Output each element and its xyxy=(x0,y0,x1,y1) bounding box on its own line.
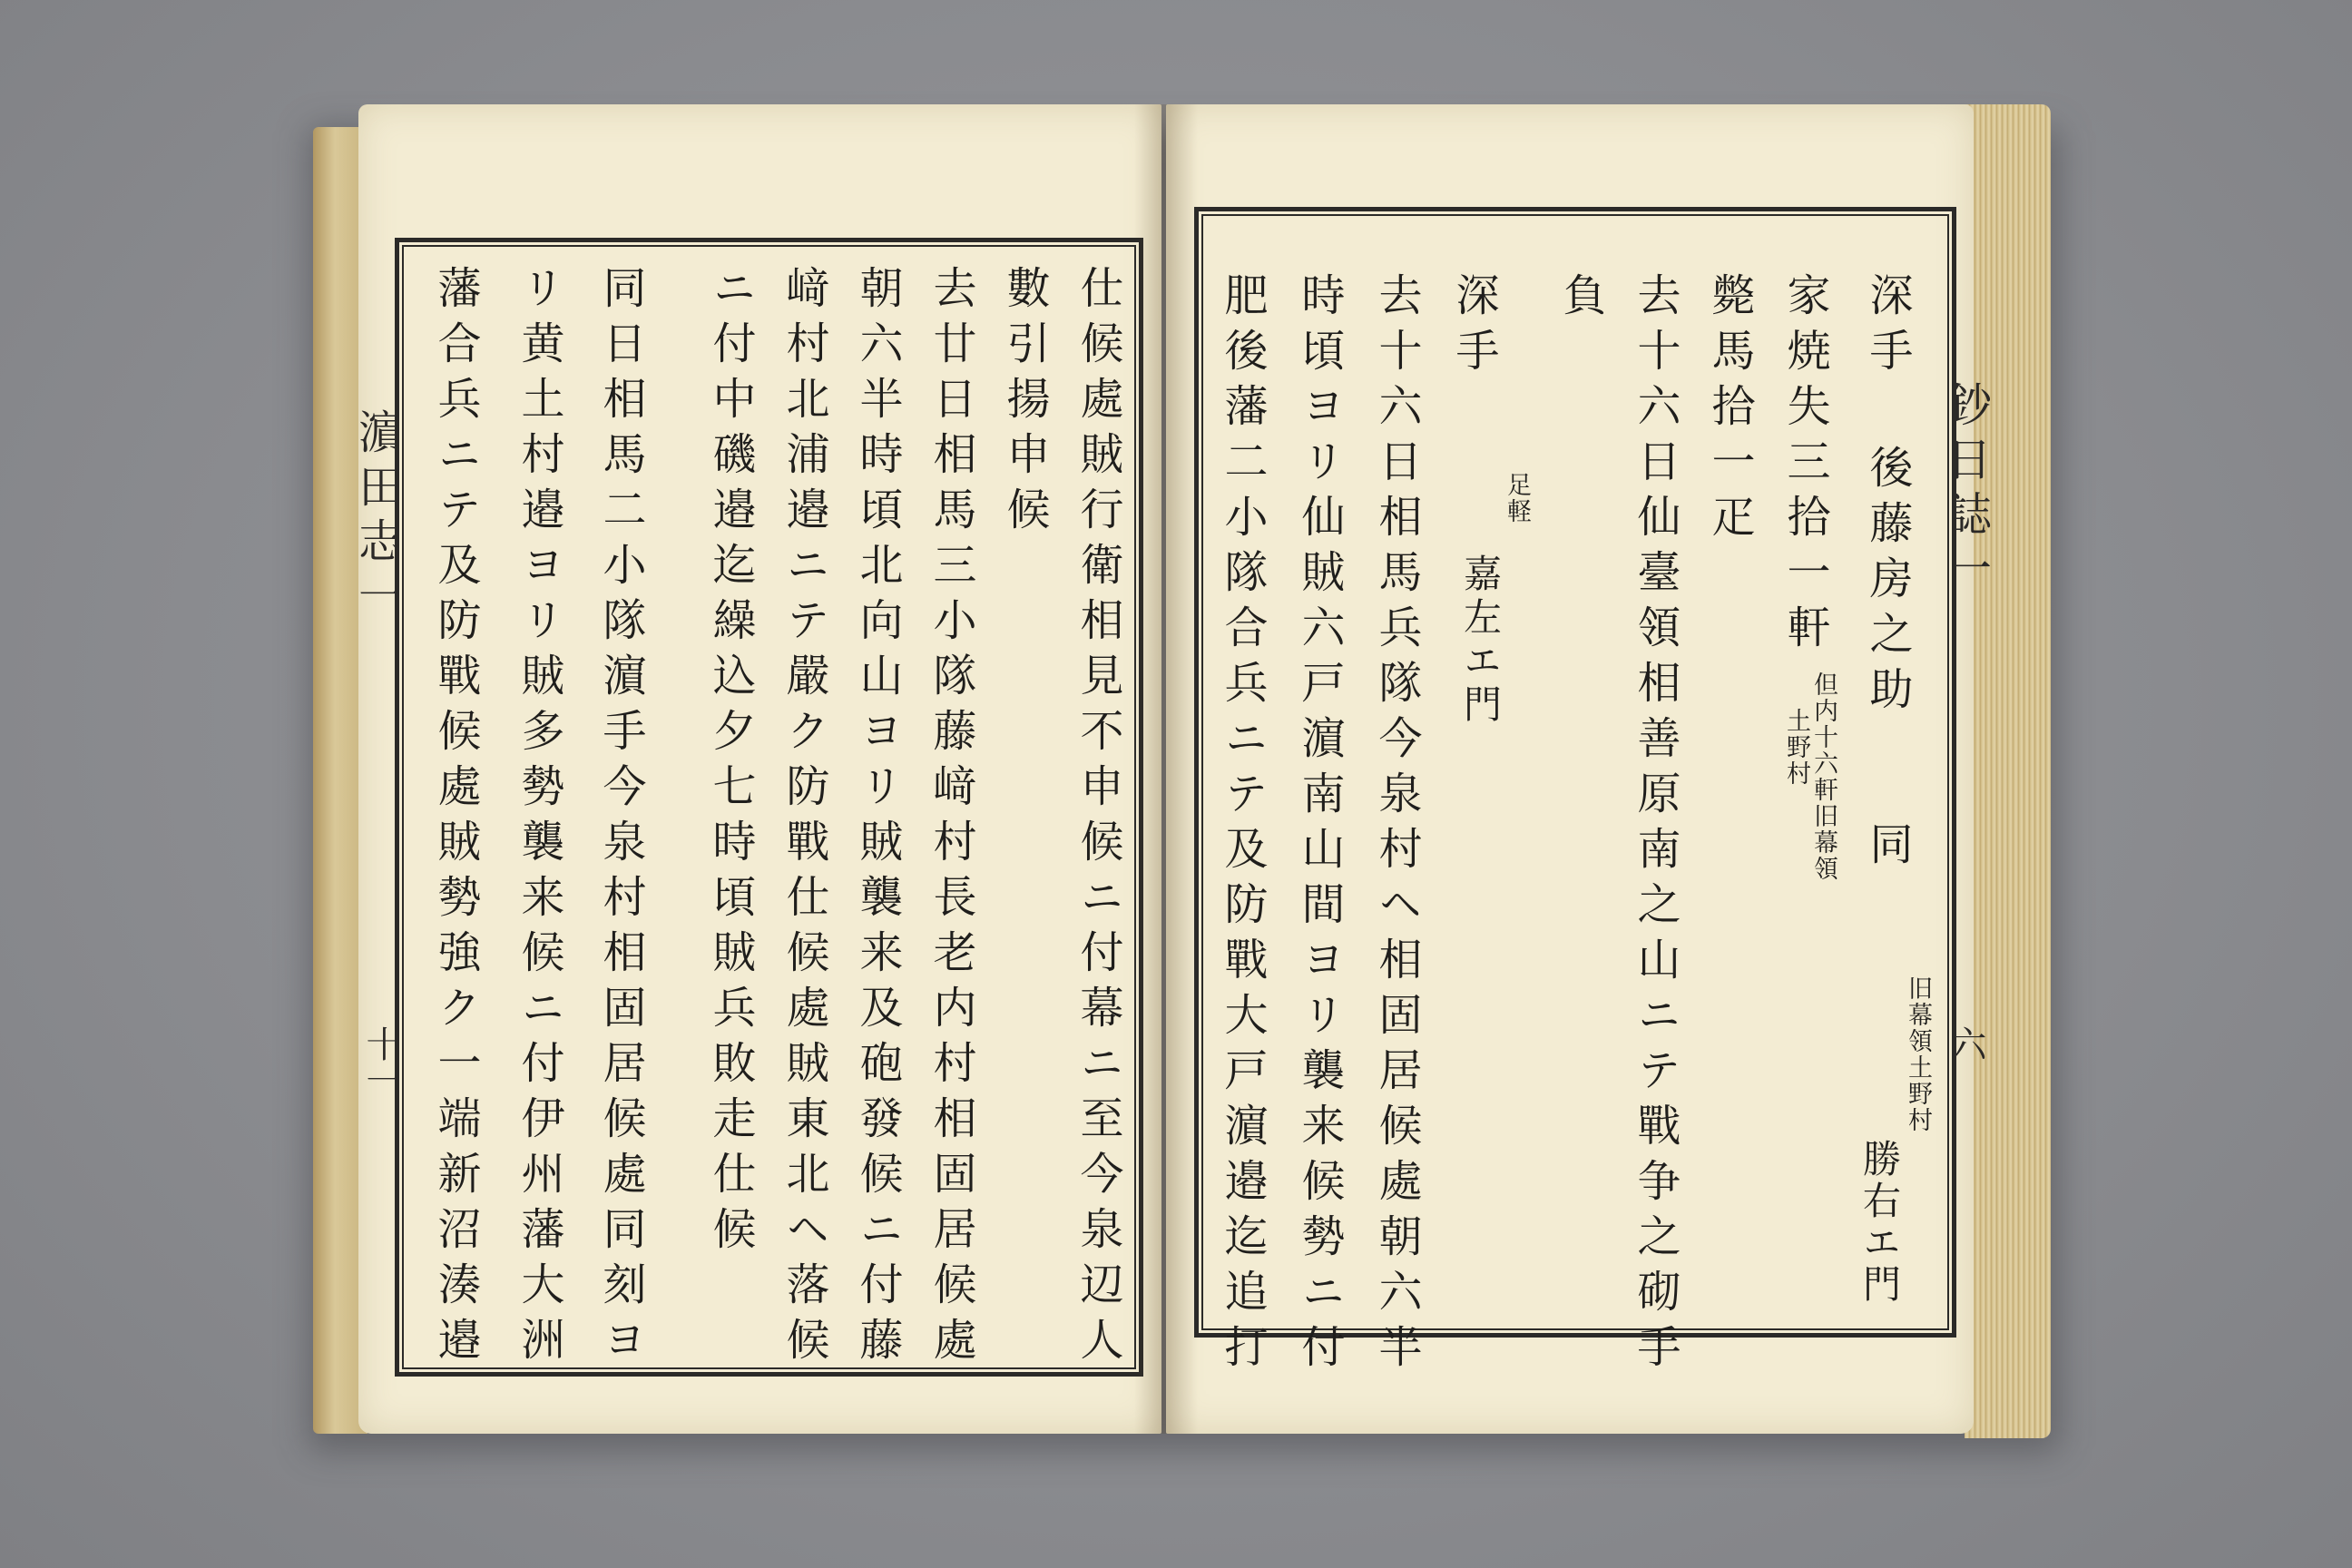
right-column-4: 去十六日仙臺領相善原南之山ニテ戰争之砌手 xyxy=(1630,272,1681,1379)
right-note-a: 但内十六軒旧幕領 xyxy=(1809,671,1838,882)
left-column-8: リ黄土村邉ヨリ賊多勢襲来候ニ付伊州藩大洲 xyxy=(514,265,564,1372)
right-margin-title: 鈔日誌一 xyxy=(1939,381,1992,599)
left-column-4: 朝六半時頃北向山ヨリ賊襲来及砲發候ニ付藤 xyxy=(852,265,903,1372)
left-column-1: 仕候處賊行衛相見不申候ニ付幕ニ至今泉辺人 xyxy=(1073,265,1123,1372)
right-column-6: 深手 xyxy=(1448,272,1499,383)
left-column-5: 﨑村北浦邉ニテ嚴ク防戰仕候處賊東北ヘ落候 xyxy=(779,265,829,1372)
right-note-b: 土野村 xyxy=(1782,708,1810,787)
right-name-katsuemon: 勝右エ門 xyxy=(1857,1139,1902,1306)
right-column-3: 斃馬拾一疋 xyxy=(1704,272,1755,549)
left-margin-page-number: 十一 xyxy=(360,1025,402,1098)
right-margin-page-number: 六 xyxy=(1945,1025,1986,1062)
left-column-6: ニ付中磯邉迄繰込夕七時頃賊兵敗走仕候 xyxy=(705,265,756,1261)
right-rank-note: 足軽 xyxy=(1503,472,1531,524)
right-column-1: 深手 xyxy=(1862,272,1913,383)
left-margin-title: 濵田志一 xyxy=(351,408,404,626)
right-column-9: 肥後藩二小隊合兵ニテ及防戰大戸濵邉迄追打 xyxy=(1217,272,1268,1379)
left-column-2: 數引揚申候 xyxy=(999,265,1050,542)
left-column-9: 藩合兵ニテ及防戰候處賊勢強ク一端新沼湊邉 xyxy=(430,265,481,1372)
right-column-5: 負 xyxy=(1555,272,1606,328)
book-page-stack xyxy=(1965,104,2051,1438)
left-column-3: 去廿日相馬三小隊藤﨑村長老内村相固居候處 xyxy=(926,265,976,1372)
book-gutter xyxy=(1134,104,1198,1434)
right-column-8: 時頃ヨリ仙賊六戸濵南山間ヨリ襲来候勢ニ付 xyxy=(1294,272,1345,1379)
right-side-note: 旧幕領土野村 xyxy=(1904,975,1932,1133)
right-name-kazaemon: 嘉左エ門 xyxy=(1458,554,1503,728)
right-column-7: 去十六日相馬兵隊今泉村ヘ相固居候處朝六半 xyxy=(1371,272,1422,1379)
right-name-gotou: 後藤房之助 xyxy=(1862,445,1913,721)
right-same-mark: 同 xyxy=(1862,821,1913,877)
left-column-7: 同日相馬二小隊濵手今泉村相固居候處同刻ヨ xyxy=(595,265,646,1372)
right-column-2: 家焼失三拾一軒 xyxy=(1779,272,1830,660)
